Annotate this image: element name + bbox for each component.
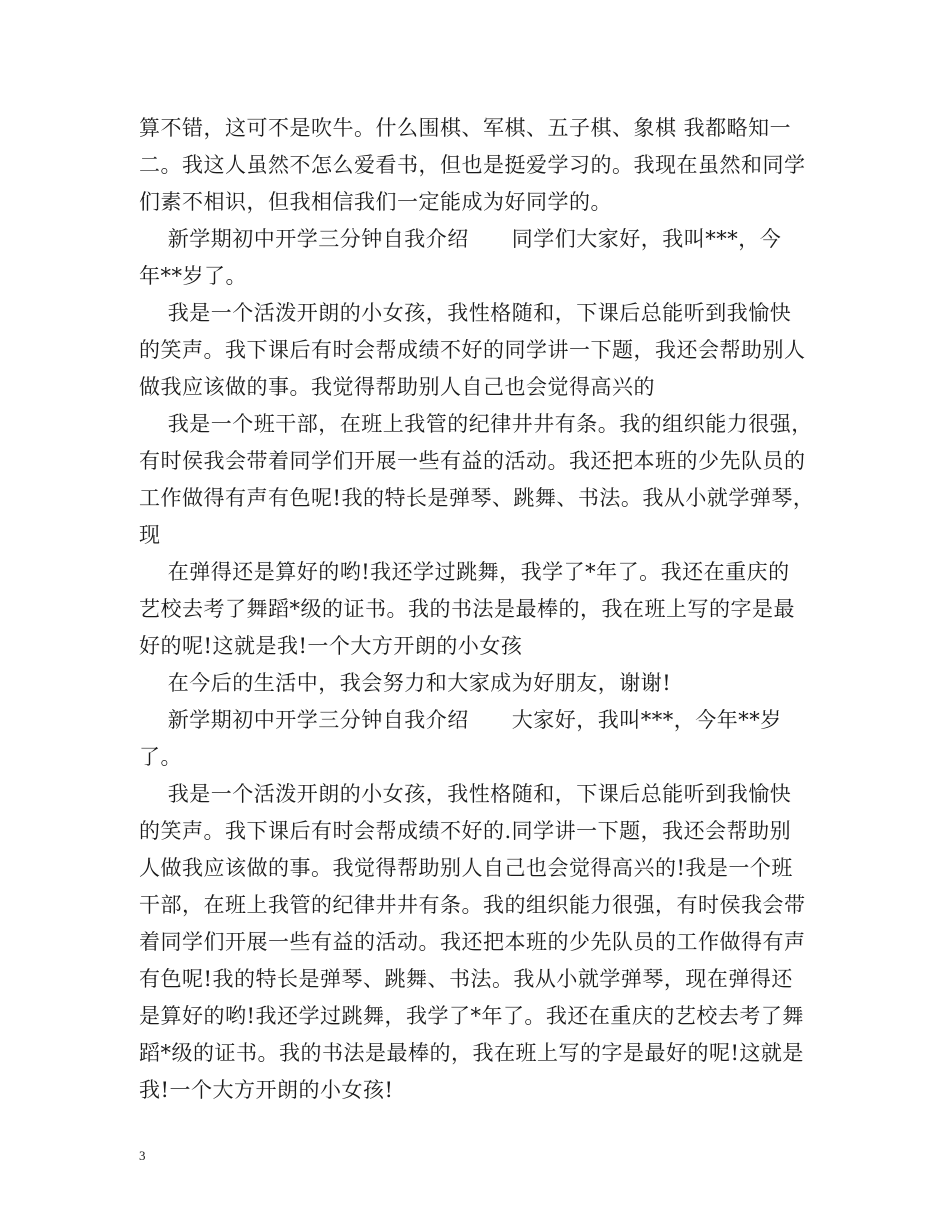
text-line: 人做我应该做的事。我觉得帮助别人自己也会觉得高兴的!我是一个班 — [139, 856, 793, 880]
text-line: 有时侯我会带着同学们开展一些有益的活动。我还把本班的少先队员的 — [139, 449, 806, 473]
text-line: 现 — [139, 523, 161, 547]
text-line: 蹈*级的证书。我的书法是最棒的，我在班上写的字是最好的呢!这就是 — [139, 1041, 804, 1065]
text-line: 在弹得还是算好的哟!我还学过跳舞，我学了*年了。我还在重庆的 — [139, 560, 790, 584]
page-number: 3 — [139, 1148, 146, 1163]
text-line: 做我应该做的事。我觉得帮助别人自己也会觉得高兴的 — [139, 375, 655, 399]
text-line: 干部，在班上我管的纪律井井有条。我的组织能力很强，有时侯我会带 — [139, 893, 806, 917]
text-line: 我是一个活泼开朗的小女孩，我性格随和，下课后总能听到我愉快 — [139, 301, 792, 325]
text-line: 好的呢!这就是我!一个大方开朗的小女孩 — [139, 634, 523, 658]
text-line: 们素不相识，但我相信我们一定能成为好同学的。 — [139, 190, 612, 214]
text-line: 有色呢!我的特长是弹琴、跳舞、书法。我从小就学弹琴，现在弹得还 — [139, 967, 793, 991]
text-line: 新学期初中开学三分钟自我介绍 同学们大家好，我叫***，今 — [139, 227, 782, 251]
text-line: 我!一个大方开朗的小女孩! — [139, 1078, 394, 1102]
text-line: 的笑声。我下课后有时会帮成绩不好的.同学讲一下题，我还会帮助别 — [139, 819, 792, 843]
text-line: 是算好的哟!我还学过跳舞，我学了*年了。我还在重庆的艺校去考了舞 — [139, 1004, 804, 1028]
text-line: 的笑声。我下课后有时会帮成绩不好的同学讲一下题，我还会帮助别人 — [139, 338, 806, 362]
text-line: 工作做得有声有色呢!我的特长是弹琴、跳舞、书法。我从小就学弹琴， — [139, 486, 815, 510]
text-line: 艺校去考了舞蹈*级的证书。我的书法是最棒的，我在班上写的字是最 — [139, 597, 795, 621]
text-line: 着同学们开展一些有益的活动。我还把本班的少先队员的工作做得有声 — [139, 930, 806, 954]
text-line: 我是一个活泼开朗的小女孩，我性格随和，下课后总能听到我愉快 — [139, 782, 792, 806]
text-line: 在今后的生活中，我会努力和大家成为好朋友，谢谢! — [139, 671, 672, 695]
text-line: 了。 — [139, 745, 182, 769]
text-line: 新学期初中开学三分钟自我介绍 大家好，我叫***，今年**岁 — [139, 708, 782, 732]
text-line: 我是一个班干部，在班上我管的纪律井井有条。我的组织能力很强， — [139, 412, 813, 436]
text-line: 年**岁了。 — [139, 264, 247, 288]
text-line: 二。我这人虽然不怎么爱看书，但也是挺爱学习的。我现在虽然和同学 — [139, 153, 806, 177]
text-line: 算不错，这可不是吹牛。什么围棋、军棋、五子棋、象棋 我都略知一 — [139, 116, 792, 140]
